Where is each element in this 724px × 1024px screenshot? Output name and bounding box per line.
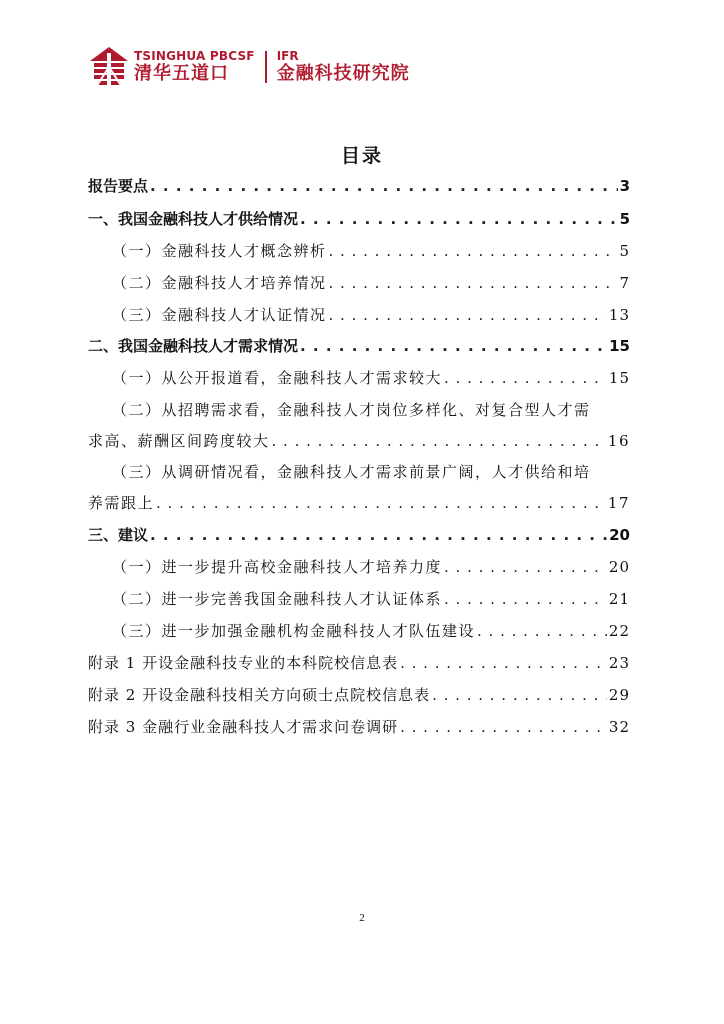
- toc-entry-text: （三）从调研情况看，金融科技人才需求前景广阔，人才供给和培: [112, 463, 591, 481]
- toc-entry[interactable]: [88, 589, 630, 609]
- page-title: 目录: [340, 145, 383, 167]
- ifr-chinese-name: 金融科技研究院: [276, 63, 410, 84]
- toc-entry-text: （三）金融科技人才认证情况: [112, 306, 327, 324]
- toc-entry[interactable]: [88, 525, 630, 545]
- header-divider: [265, 51, 267, 83]
- toc-entry-text: 附录 1 开设金融科技专业的本科院校信息表: [88, 654, 399, 672]
- toc-entry[interactable]: [88, 305, 630, 325]
- ifr-label: IFR: [276, 49, 299, 63]
- toc-entry-text: （三）进一步加强金融机构金融科技人才队伍建设: [112, 622, 476, 640]
- toc-page-number: 7: [619, 274, 630, 292]
- toc-page-number: 16: [607, 432, 630, 450]
- toc-entry[interactable]: [88, 400, 630, 451]
- toc-entry[interactable]: [88, 336, 630, 356]
- toc-entry-text: （一）金融科技人才概念辨析: [112, 242, 327, 260]
- toc-leader: [329, 273, 618, 293]
- toc-entry-text: （一）从公开报道看，金融科技人才需求较大: [112, 369, 443, 387]
- toc-leader: [300, 209, 618, 229]
- toc-entry-text: （一）进一步提升高校金融科技人才培养力度: [112, 558, 443, 576]
- toc-entry[interactable]: [88, 717, 630, 737]
- toc-leader: [444, 557, 607, 577]
- toc-entry[interactable]: [88, 176, 630, 196]
- toc-entry-text: （二）进一步完善我国金融科技人才认证体系: [112, 590, 443, 608]
- toc-leader: [300, 336, 607, 356]
- toc-leader: [444, 368, 607, 388]
- toc-entry-text: 附录 2 开设金融科技相关方向硕士点院校信息表: [88, 686, 431, 704]
- toc-page-number: 15: [609, 337, 630, 355]
- toc-entry[interactable]: [88, 685, 630, 705]
- toc-entry[interactable]: [88, 557, 630, 577]
- toc-page-number: 5: [619, 242, 630, 260]
- page-header: [88, 44, 410, 90]
- toc-leader: [444, 589, 607, 609]
- toc-page-number: 17: [607, 494, 630, 512]
- toc-page-number: 13: [608, 306, 630, 324]
- table-of-contents: [88, 176, 630, 737]
- toc-leader: [150, 525, 607, 545]
- toc-entry-text: 三、建议: [88, 526, 149, 544]
- toc-leader: [400, 653, 607, 673]
- toc-page-number: 29: [608, 686, 630, 704]
- toc-entry-text: 二、我国金融科技人才需求情况: [88, 337, 299, 355]
- toc-page-number: 5: [619, 210, 630, 228]
- toc-page-number: 23: [608, 654, 630, 672]
- toc-page-number: 20: [609, 526, 630, 544]
- toc-page-number: 21: [608, 590, 630, 608]
- toc-leader: [329, 241, 618, 261]
- toc-page-number: 22: [608, 622, 630, 640]
- toc-entry[interactable]: [88, 368, 630, 388]
- toc-entry[interactable]: [88, 209, 630, 229]
- brand-english-name: TSINGHUA PBCSF: [134, 49, 255, 63]
- toc-entry-text-continued: 求高、薪酬区间跨度较大: [88, 432, 270, 450]
- toc-leader: [477, 621, 607, 641]
- toc-leader: [329, 305, 607, 325]
- tsinghua-pbcsf-logo-icon: [88, 45, 130, 89]
- toc-entry[interactable]: [88, 241, 630, 261]
- toc-leader: [156, 493, 606, 513]
- toc-entry-text: 附录 3 金融行业金融科技人才需求问卷调研: [88, 718, 399, 736]
- toc-entry-text-continued: 养需跟上: [88, 494, 155, 512]
- toc-entry-text: 报告要点: [88, 177, 149, 195]
- page-number: 2: [359, 912, 365, 924]
- toc-page-number: 15: [608, 369, 630, 387]
- toc-page-number: 32: [608, 718, 630, 736]
- toc-entry-text: （二）金融科技人才培养情况: [112, 274, 327, 292]
- toc-entry-text: 一、我国金融科技人才供给情况: [88, 210, 299, 228]
- toc-leader: [272, 431, 606, 451]
- toc-leader: [150, 176, 618, 196]
- toc-entry[interactable]: [88, 462, 630, 513]
- toc-leader: [400, 717, 607, 737]
- brand-chinese-name: 清华五道口: [134, 63, 229, 84]
- toc-leader: [432, 685, 607, 705]
- toc-entry[interactable]: [88, 621, 630, 641]
- toc-entry-text: （二）从招聘需求看，金融科技人才岗位多样化、对复合型人才需: [112, 401, 591, 419]
- toc-entry[interactable]: [88, 273, 630, 293]
- toc-page-number: 20: [608, 558, 630, 576]
- toc-entry[interactable]: [88, 653, 630, 673]
- toc-page-number: 3: [619, 177, 630, 195]
